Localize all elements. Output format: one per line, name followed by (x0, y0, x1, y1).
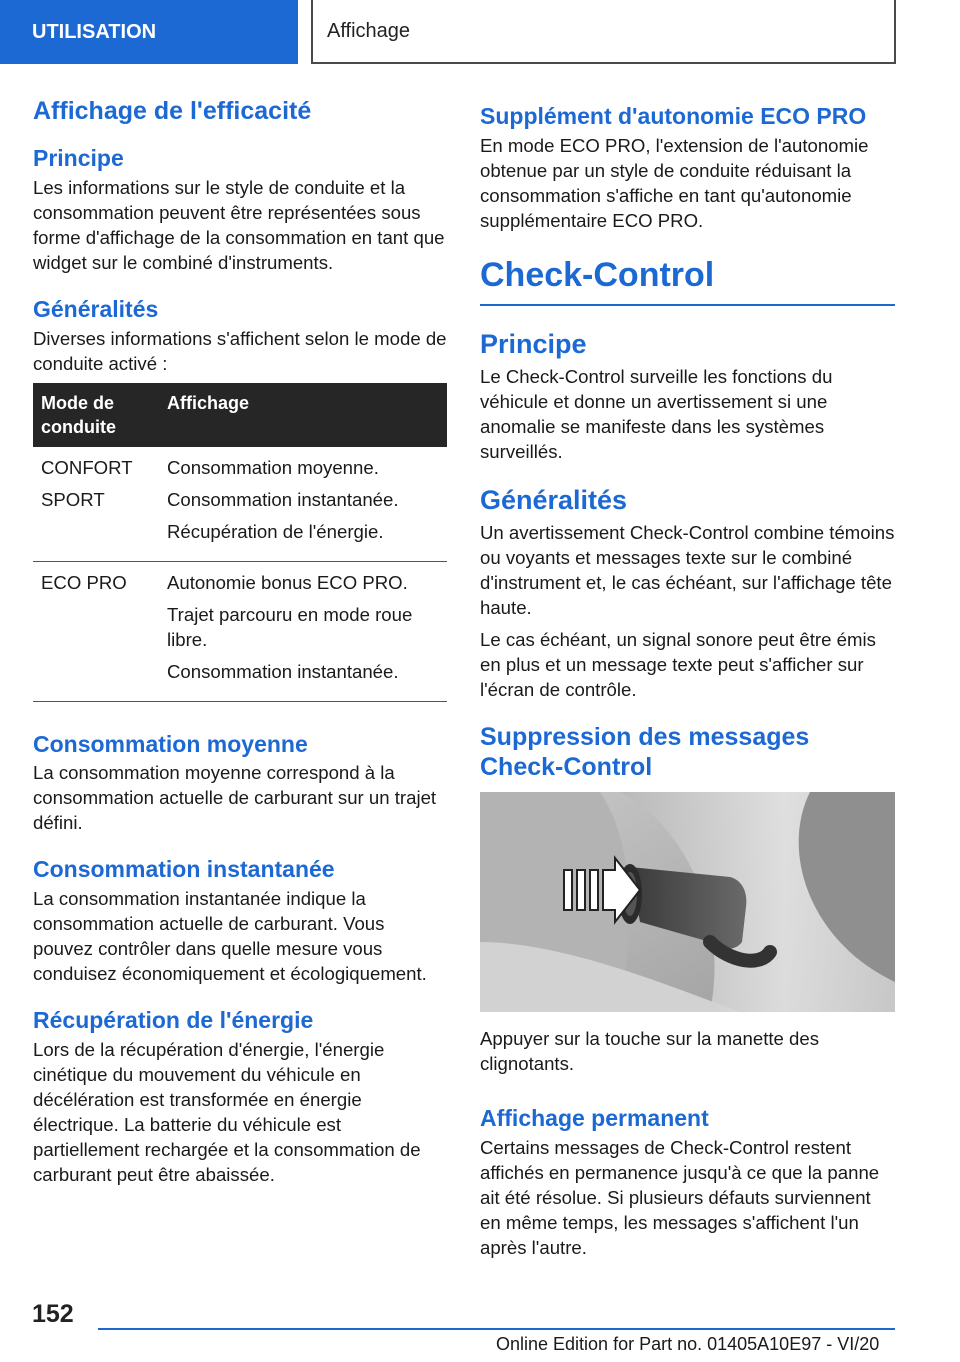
display-item: Consommation moyenne. (167, 456, 379, 478)
display-item: Autonomie bonus ECO PRO. (167, 571, 408, 593)
table-row (33, 447, 447, 562)
cc-generalites-text-1: Un avertissement Check-Control combine témoins ou voyants et messages texte sur le combiné d'instrument et, le cas échéant, sur l'affichage tête haute. (480, 522, 895, 619)
instantanee-text: La consommation instantanée indique la consommation actuelle de carburant. Vous pouvez contrôler dans quelle mesure vous conduisez économiquement et écologiquement. (33, 888, 427, 984)
mode-cell (33, 447, 159, 562)
permanent-heading: Affichage permanent (480, 1105, 709, 1132)
cc-principe-heading: Principe (480, 328, 587, 359)
chapter-tab (311, 0, 896, 64)
footer-rule (98, 1328, 895, 1330)
turn-signal-lever-illustration (480, 792, 895, 1012)
display-item: Récupération de l'énergie. (167, 520, 384, 542)
mode-cell (33, 561, 159, 701)
generalites-text: Diverses informations s'affichent selon le mode de conduite activé : (33, 327, 447, 374)
table-row (33, 561, 447, 701)
table-header-row (33, 383, 447, 447)
display-item: Consommation instantanée. (167, 660, 399, 682)
efficiency-title: Affichage de l'efficacité (33, 97, 312, 125)
principe-text: Les informations sur le style de conduite et la consommation peuvent être représentées sous forme d'affichage de la consommation en tant que widget sur le combiné d'instruments. (33, 176, 445, 273)
permanent-text: Certains messages de Check-Control restent affichés en permanence jusqu'à ce que la panne ait été résolue. Si plusieurs défauts surviennent en même temps, les messages s'affichent l'un après l'autre. (480, 1137, 880, 1259)
right-column (480, 102, 895, 1280)
display-cell (159, 561, 447, 701)
mode-name: SPORT (41, 488, 105, 510)
section-tab (0, 0, 298, 64)
recuperation-heading: Récupération de l'énergie (33, 1007, 314, 1033)
suppression-caption: Appuyer sur la touche sur la manette des clignotants. (480, 1028, 820, 1075)
column-header-display: Affichage (159, 383, 447, 447)
title-rule (480, 304, 895, 306)
display-item: Consommation instantanée. (167, 488, 399, 510)
mode-name: ECO PRO (41, 571, 127, 593)
mode-name: CONFORT (41, 456, 133, 478)
eco-pro-heading: Supplément d'autonomie ECO PRO (480, 103, 867, 129)
moyenne-text: La consommation moyenne correspond à la consommation actuelle de carburant sur un trajet défini. (33, 762, 437, 834)
left-column (33, 96, 447, 1207)
column-header-mode: Mode de conduite (33, 383, 159, 447)
display-cell (159, 447, 447, 562)
chapter-label: Affichage (327, 19, 411, 42)
cc-generalites-heading: Généralités (480, 484, 628, 515)
generalites-heading: Généralités (33, 295, 159, 322)
moyenne-heading: Consommation moyenne (33, 730, 308, 757)
driving-mode-table (33, 383, 447, 702)
cc-generalites-text-2: Le cas échéant, un signal sonore peut être émis en plus et un message texte peut s'afficher sur l'écran de contrôle. (480, 629, 876, 701)
instantanee-heading: Consommation instantanée (33, 856, 335, 883)
eco-pro-text: En mode ECO PRO, l'extension de l'autonomie obtenue par un style de conduite réduisant la consommation s'affiche en tant qu'autonomie supplémentaire ECO PRO. (480, 134, 869, 231)
cc-principe-text: Le Check-Control surveille les fonctions du véhicule et donne un avertissement si une anomalie se manifeste dans les systèmes surveillés. (480, 365, 833, 462)
principe-heading: Principe (33, 145, 124, 171)
suppression-heading: Suppression des messages Check-Control (480, 723, 810, 782)
recuperation-text: Lors de la récupération d'énergie, l'énergie cinétique du mouvement du véhicule en décélération est transformée en énergie électrique. La batterie du véhicule est partiellement rechargée et la consommation de carburant peut être abaissée. (33, 1038, 421, 1185)
display-item: Trajet parcouru en mode roue libre. (167, 603, 413, 650)
page-number: 152 (32, 1300, 74, 1328)
section-label: UTILISATION (32, 20, 157, 43)
check-control-title: Check-Control (480, 255, 715, 294)
edition-text: Online Edition for Part no. 01405A10E97 - VI/20 (496, 1334, 880, 1354)
